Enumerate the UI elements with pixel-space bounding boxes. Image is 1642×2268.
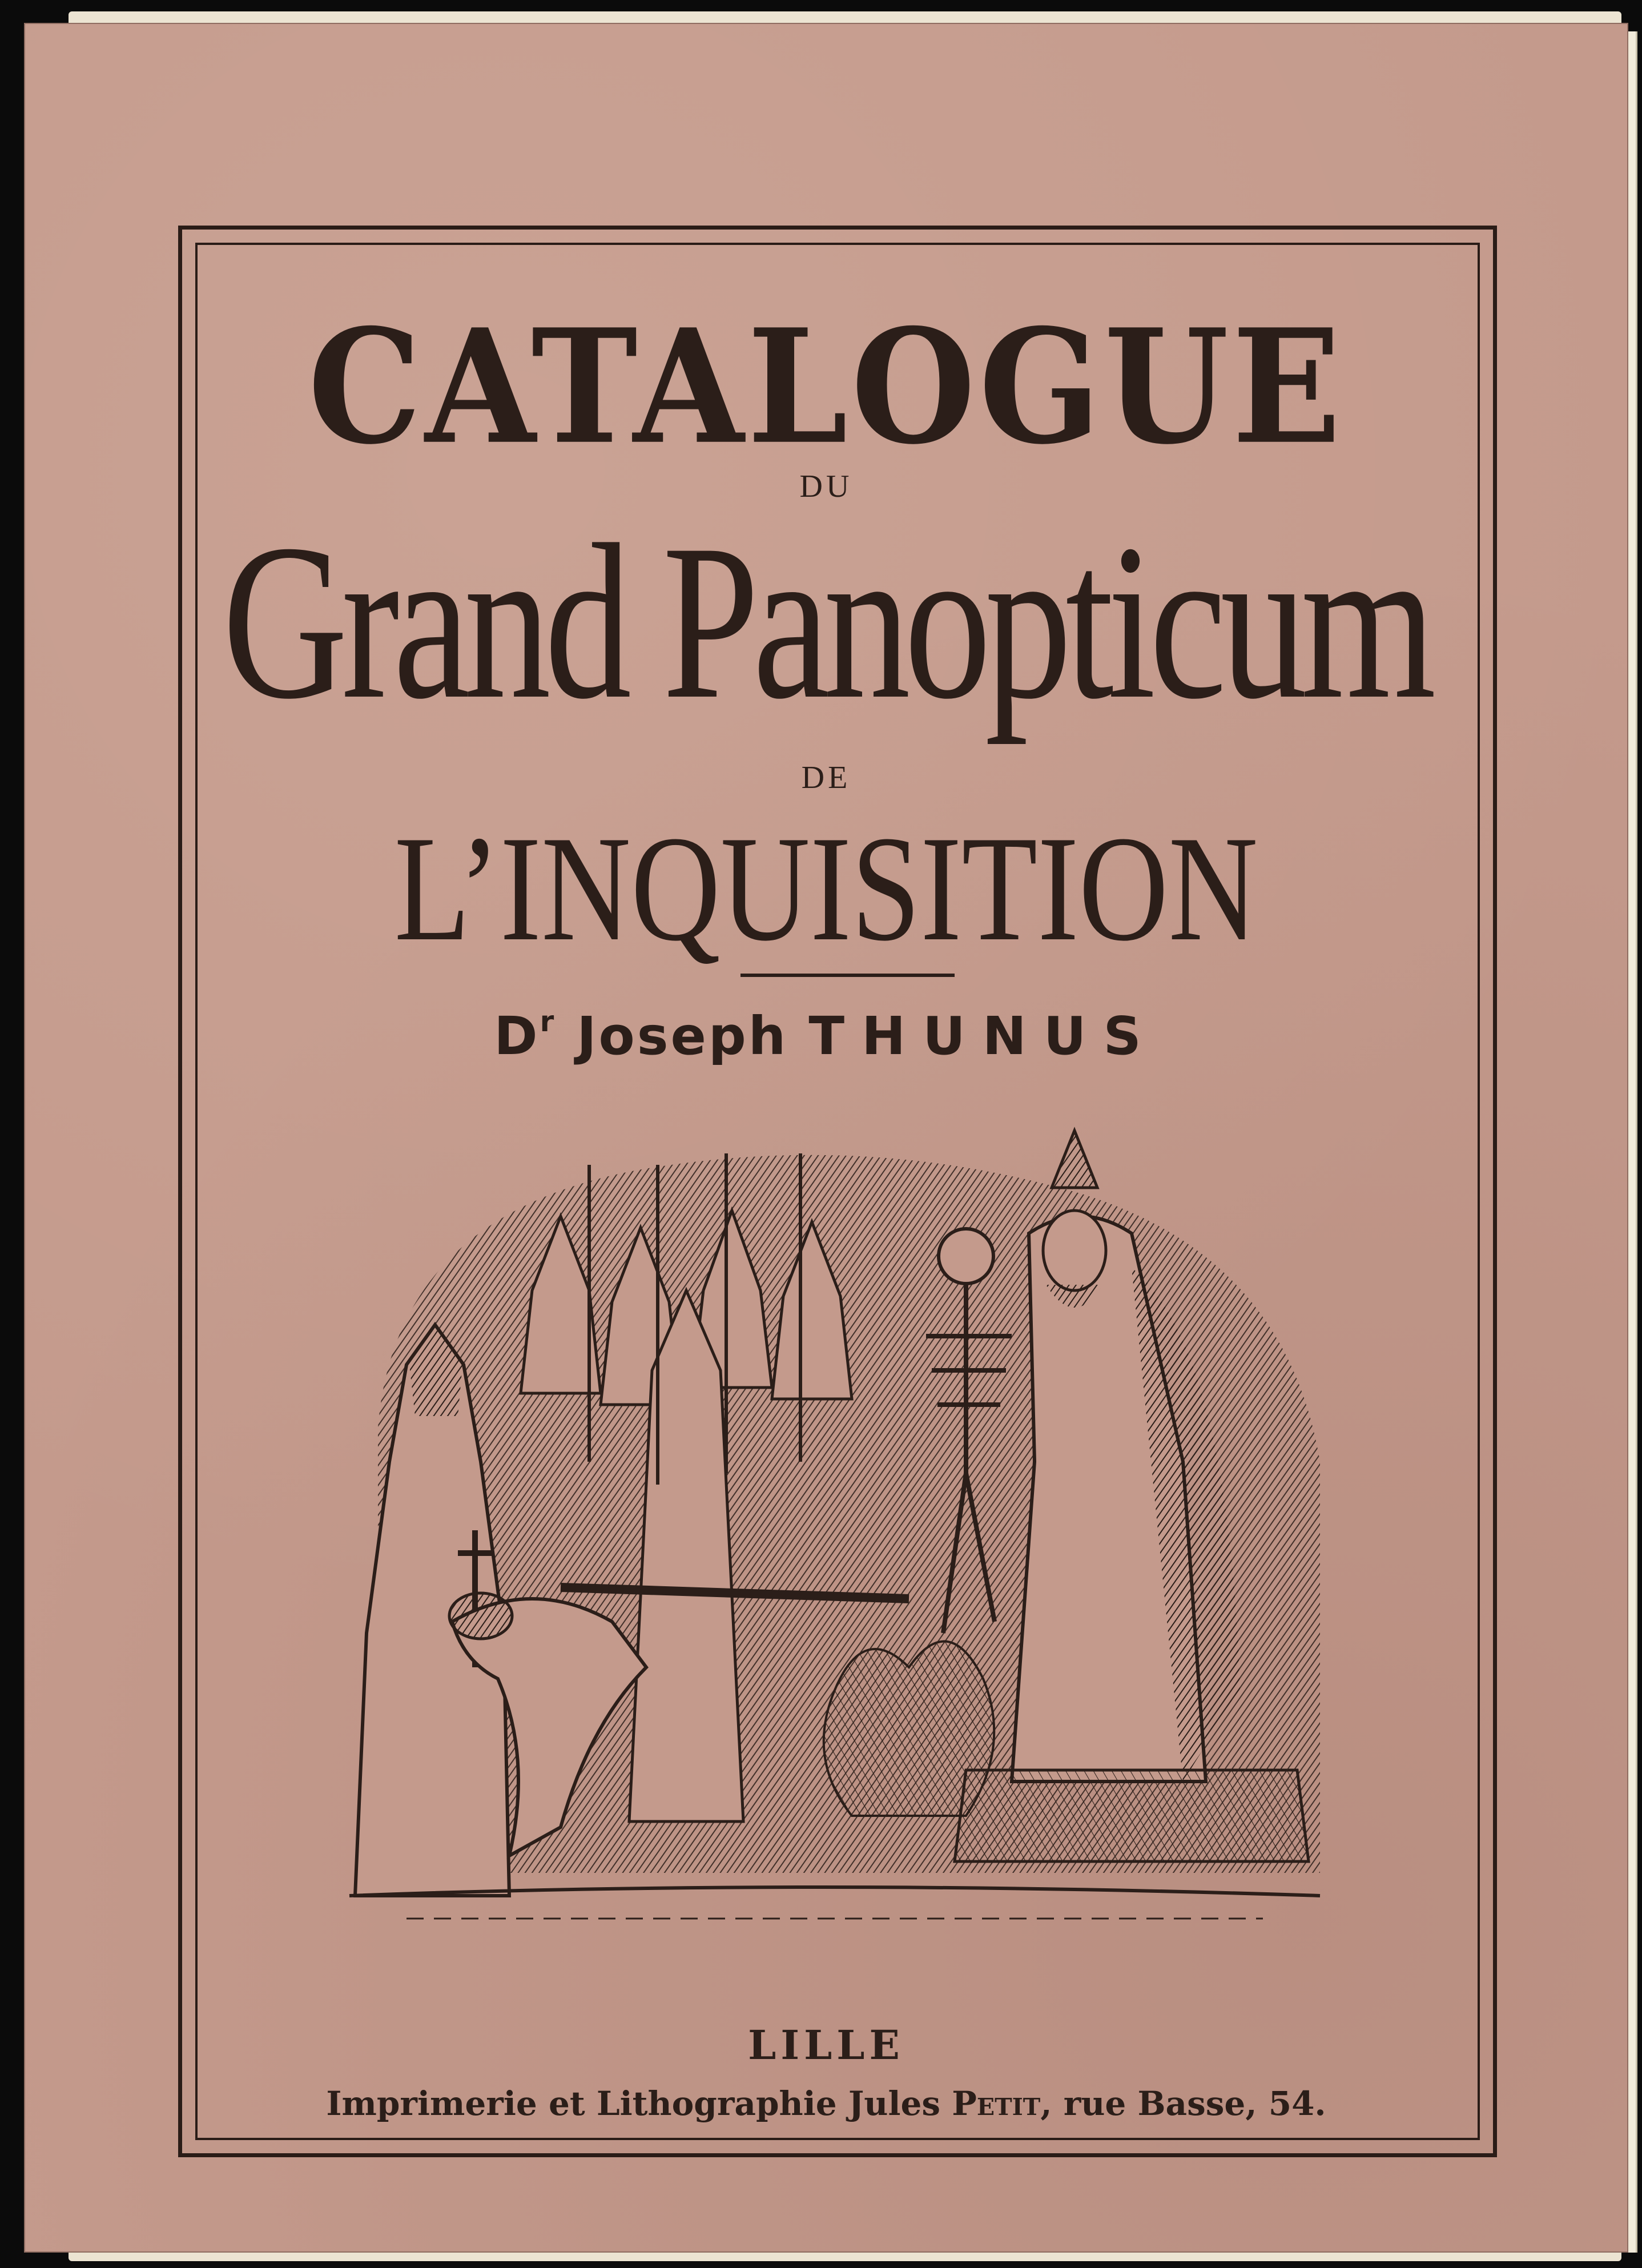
author-line — [24, 1005, 1628, 1067]
author-given-name: Joseph — [577, 1006, 788, 1067]
title-divider — [740, 974, 955, 977]
printer-text-pre: Imprimerie et Lithographie Jules — [326, 2084, 952, 2123]
connector-du: DU — [799, 469, 853, 504]
author-prefix: D — [494, 1006, 540, 1067]
author-surname: THUNUS — [808, 1006, 1158, 1067]
printer-text-post: , rue Basse, 54. — [1040, 2084, 1326, 2123]
cover-heading: CATALOGUE — [308, 294, 1345, 479]
printer-name: Petit — [952, 2084, 1041, 2123]
cover-subject: L’INQUISITION — [394, 805, 1258, 972]
imprint-printer — [24, 2084, 1628, 2123]
imprint-city: LILLE — [748, 2021, 904, 2069]
cover-title: Grand Panopticum — [222, 498, 1430, 745]
connector-de: DE — [801, 760, 851, 795]
inquisition-scene-engraving — [292, 1119, 1383, 1976]
booklet-cover — [24, 23, 1628, 2253]
author-prefix-sup: r — [540, 1005, 557, 1038]
